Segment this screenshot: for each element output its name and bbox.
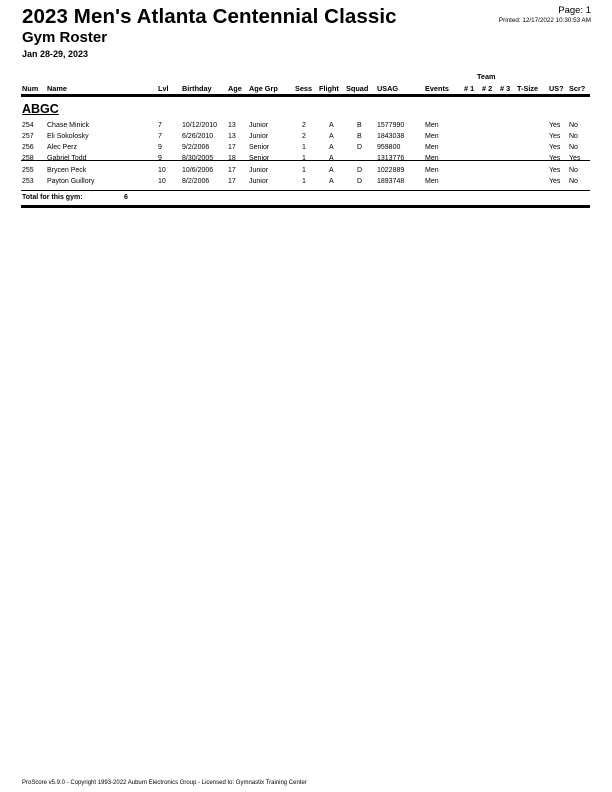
cell-us: Yes	[549, 122, 561, 129]
col-birthday: Birthday	[182, 84, 212, 93]
cell-us: Yes	[549, 155, 561, 162]
col-lvl: Lvl	[158, 84, 169, 93]
col-name: Name	[47, 84, 67, 93]
col-tsize: T-Size	[517, 84, 539, 93]
gym-total-count: 6	[124, 194, 128, 201]
cell-squad: B	[357, 133, 362, 140]
cell-age: 13	[228, 122, 236, 129]
cell-num: 254	[22, 122, 34, 129]
cell-lvl: 10	[158, 167, 166, 174]
cell-us: Yes	[549, 133, 561, 140]
cell-name: Eli Sokolosky	[47, 133, 89, 140]
col-us: US?	[549, 84, 564, 93]
cell-flight: A	[329, 144, 334, 151]
cell-age-grp: Senior	[249, 144, 270, 151]
cell-num: 253	[22, 178, 34, 185]
cell-num: 258	[22, 155, 34, 162]
cell-squad: D	[357, 167, 363, 174]
header-rule	[21, 94, 590, 97]
report-subtitle: Gym Roster	[22, 29, 108, 46]
cell-name: Chase Minick	[47, 122, 90, 129]
col-events: Events	[425, 84, 449, 93]
cell-flight: A	[329, 133, 334, 140]
col-team-3: # 3	[500, 84, 511, 93]
cell-sess: 2	[302, 122, 306, 129]
cell-age-grp: Junior	[249, 122, 269, 129]
cell-flight: A	[329, 122, 334, 129]
cell-flight: A	[329, 167, 334, 174]
cell-age-grp: Junior	[249, 178, 269, 185]
total-rule	[21, 190, 590, 191]
cell-age: 17	[228, 167, 236, 174]
col-flight: Flight	[319, 84, 339, 93]
cell-sess: 1	[302, 144, 306, 151]
table-row	[0, 122, 612, 133]
cell-birthday: 8/2/2006	[182, 178, 210, 185]
cell-age-grp: Junior	[249, 167, 269, 174]
cell-usag: 1843038	[377, 133, 405, 140]
meet-dates: Jan 28-29, 2023	[22, 49, 89, 59]
cell-events: Men	[425, 178, 439, 185]
cell-num: 255	[22, 167, 34, 174]
cell-events: Men	[425, 167, 439, 174]
cell-birthday: 10/6/2006	[182, 167, 214, 174]
cell-lvl: 10	[158, 178, 166, 185]
cell-birthday: 10/12/2010	[182, 122, 218, 129]
col-sess: Sess	[295, 84, 313, 93]
cell-lvl: 9	[158, 144, 162, 151]
cell-birthday: 9/2/2006	[182, 144, 210, 151]
page-number: Page: 1	[558, 5, 591, 16]
cell-lvl: 9	[158, 155, 162, 162]
cell-name: Alec Perz	[47, 144, 77, 151]
col-team-group: Team	[477, 72, 496, 81]
cell-scr: Yes	[569, 155, 581, 162]
cell-us: Yes	[549, 167, 561, 174]
col-squad: Squad	[346, 84, 369, 93]
col-num: Num	[22, 84, 39, 93]
printed-timestamp: Printed: 12/17/2022 10:30:53 AM	[498, 17, 591, 24]
cell-events: Men	[425, 133, 439, 140]
col-age: Age	[228, 84, 242, 93]
col-scr: Scr?	[569, 84, 586, 93]
cell-sess: 1	[302, 155, 306, 162]
cell-age: 17	[228, 144, 236, 151]
cell-num: 256	[22, 144, 34, 151]
cell-scr: No	[569, 178, 578, 185]
cell-events: Men	[425, 122, 439, 129]
table-row	[0, 167, 612, 178]
col-team-2: # 2	[482, 84, 493, 93]
table-row	[0, 178, 612, 189]
cell-usag: 1022889	[377, 167, 405, 174]
cell-scr: No	[569, 167, 578, 174]
cell-name: Payton Guillory	[47, 178, 95, 185]
strikethrough-line	[21, 160, 590, 161]
cell-age: 13	[228, 133, 236, 140]
cell-lvl: 7	[158, 122, 162, 129]
cell-flight: A	[329, 155, 334, 162]
cell-events: Men	[425, 155, 439, 162]
cell-name: Gabriel Todd	[47, 155, 87, 162]
cell-age-grp: Senior	[249, 155, 270, 162]
cell-birthday: 6/26/2010	[182, 133, 214, 140]
table-row	[0, 133, 612, 144]
cell-num: 257	[22, 133, 34, 140]
meet-title: 2023 Men's Atlanta Centennial Classic	[22, 5, 397, 28]
cell-us: Yes	[549, 144, 561, 151]
copyright-footer: ProScore v5.9.0 - Copyright 1993-2022 Auburn Electronics Group - Licensed to: Gymnastix Training Center	[22, 780, 307, 786]
cell-sess: 1	[302, 167, 306, 174]
cell-usag: 1577990	[377, 122, 405, 129]
cell-usag: 959800	[377, 144, 401, 151]
cell-squad: D	[357, 178, 363, 185]
cell-events: Men	[425, 144, 439, 151]
cell-age: 18	[228, 155, 236, 162]
cell-age: 17	[228, 178, 236, 185]
cell-usag: 1313776	[377, 155, 405, 162]
cell-scr: No	[569, 122, 578, 129]
table-row-scratched	[0, 155, 612, 166]
gym-name: ABGC	[22, 102, 59, 116]
gym-end-rule	[21, 205, 590, 208]
col-team-1: # 1	[464, 84, 475, 93]
cell-age-grp: Junior	[249, 133, 269, 140]
cell-sess: 1	[302, 178, 306, 185]
cell-us: Yes	[549, 178, 561, 185]
table-row	[0, 144, 612, 155]
gym-total-label: Total for this gym:	[22, 194, 83, 201]
cell-usag: 1893748	[377, 178, 405, 185]
cell-scr: No	[569, 133, 578, 140]
cell-lvl: 7	[158, 133, 162, 140]
cell-squad: D	[357, 144, 363, 151]
cell-squad: B	[357, 122, 362, 129]
col-usag: USAG	[377, 84, 399, 93]
cell-scr: No	[569, 144, 578, 151]
cell-name: Brycen Peck	[47, 167, 87, 174]
col-age-grp: Age Grp	[249, 84, 278, 93]
cell-sess: 2	[302, 133, 306, 140]
cell-flight: A	[329, 178, 334, 185]
cell-birthday: 8/30/2005	[182, 155, 214, 162]
